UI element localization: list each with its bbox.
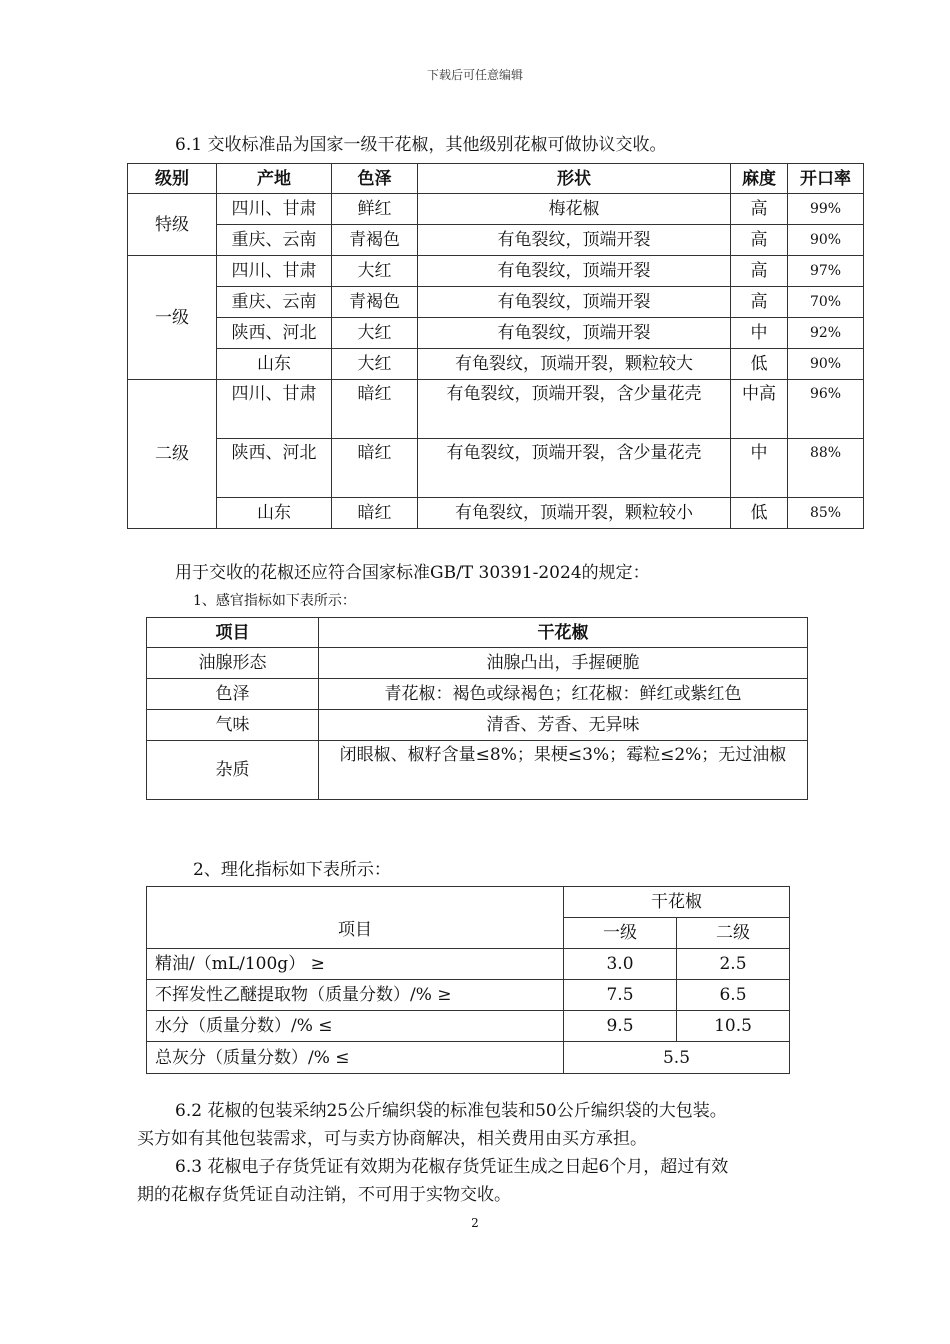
subheader-cell: 二级 [677,918,790,949]
numbness-cell: 低 [731,498,788,529]
color-cell: 大红 [332,349,418,380]
item-cell: 色泽 [147,679,319,710]
item-cell: 精油/（mL/100g） ≥ [147,949,564,980]
group-header: 干花椒 [564,887,790,918]
table-row [128,380,864,439]
section-6-2-line1: 6.2 花椒的包装采纳25公斤编织袋的标准包装和50公斤编织袋的大包装。 [175,1101,727,1121]
table-row [128,225,864,256]
subheader-cell: 一级 [564,918,677,949]
origin-cell: 重庆、云南 [217,225,332,256]
section-6-2-line2: 买方如有其他包装需求，可与卖方协商解决，相关费用由买方承担。 [137,1129,647,1149]
numbness-cell: 低 [731,349,788,380]
header-cell: 色泽 [332,164,418,194]
color-cell: 暗红 [332,498,418,529]
value-cell: 青花椒：褐色或绿褐色；红花椒：鲜红或紫红色 [319,679,808,710]
numbness-cell: 高 [731,287,788,318]
item-cell: 气味 [147,710,319,741]
header-cell: 产地 [217,164,332,194]
open-rate-cell: 99% [788,194,864,225]
color-cell: 暗红 [332,380,418,439]
value-cell: 9.5 [564,1011,677,1042]
color-cell: 大红 [332,318,418,349]
shape-cell: 有龟裂纹，顶端开裂，颗粒较小 [418,498,731,529]
header-cell: 级别 [128,164,217,194]
value-cell: 7.5 [564,980,677,1011]
shape-cell: 有龟裂纹，顶端开裂 [418,256,731,287]
table-row [128,498,864,529]
open-rate-cell: 90% [788,225,864,256]
section-6-1-text: 6.1 交收标准品为国家一级干花椒，其他级别花椒可做协议交收。 [175,135,667,155]
table-row [128,439,864,498]
value-cell: 油腺凸出，手握硬脆 [319,648,808,679]
color-cell: 暗红 [332,439,418,498]
table-row [128,318,864,349]
table-row [147,648,808,679]
color-cell: 青褐色 [332,287,418,318]
item-cell: 总灰分（质量分数）/% ≤ [147,1042,564,1074]
value-cell: 清香、芳香、无异味 [319,710,808,741]
sensory-header [147,618,808,648]
page-number: 2 [471,1216,479,1230]
origin-cell: 四川、甘肃 [217,256,332,287]
section-6-3-line2: 期的花椒存货凭证自动注销，不可用于实物交收。 [137,1185,511,1205]
item-header: 项目 [147,887,564,949]
grade-table [127,163,864,529]
grade-cell: 一级 [128,256,217,380]
table-row [128,287,864,318]
numbness-cell: 高 [731,225,788,256]
shape-cell: 有龟裂纹，顶端开裂 [418,225,731,256]
header-cell: 干花椒 [319,618,808,648]
color-cell: 鲜红 [332,194,418,225]
header-cell: 麻度 [731,164,788,194]
physchem-title: 2、理化指标如下表所示： [193,860,391,880]
open-rate-cell: 85% [788,498,864,529]
grade-table-header [128,164,864,194]
value-cell: 6.5 [677,980,790,1011]
item-cell: 不挥发性乙醚提取物（质量分数）/% ≥ [147,980,564,1011]
value-cell: 闭眼椒、椒籽含量≤8%；果梗≤3%；霉粒≤2%；无过油椒 [319,741,808,800]
header-cell: 形状 [418,164,731,194]
header-cell: 项目 [147,618,319,648]
section-6-3-line1: 6.3 花椒电子存货凭证有效期为花椒存货凭证生成之日起6个月，超过有效 [175,1157,729,1177]
sensory-table [146,617,808,800]
origin-cell: 陕西、河北 [217,318,332,349]
table-row [147,741,808,800]
value-cell: 10.5 [677,1011,790,1042]
physchem-table [146,886,790,1074]
shape-cell: 有龟裂纹，顶端开裂，含少量花壳 [418,380,731,439]
numbness-cell: 中高 [731,380,788,439]
origin-cell: 山东 [217,498,332,529]
item-cell: 油腺形态 [147,648,319,679]
standard-reference-text: 用于交收的花椒还应符合国家标准GB/T 30391-2024的规定： [175,563,650,583]
open-rate-cell: 70% [788,287,864,318]
origin-cell: 四川、甘肃 [217,380,332,439]
open-rate-cell: 90% [788,349,864,380]
table-row [128,256,864,287]
page-header: 下载后可任意编辑 [426,68,523,82]
open-rate-cell: 96% [788,380,864,439]
shape-cell: 梅花椒 [418,194,731,225]
numbness-cell: 高 [731,256,788,287]
shape-cell: 有龟裂纹，顶端开裂，颗粒较大 [418,349,731,380]
shape-cell: 有龟裂纹，顶端开裂 [418,318,731,349]
table-row [128,194,864,225]
origin-cell: 重庆、云南 [217,287,332,318]
value-cell: 5.5 [564,1042,790,1074]
table-row [128,349,864,380]
grade-cell: 特级 [128,194,217,256]
shape-cell: 有龟裂纹，顶端开裂，含少量花壳 [418,439,731,498]
table-row [147,1042,790,1074]
numbness-cell: 中 [731,439,788,498]
color-cell: 大红 [332,256,418,287]
table-row [147,980,790,1011]
numbness-cell: 中 [731,318,788,349]
origin-cell: 陕西、河北 [217,439,332,498]
table-row [147,679,808,710]
origin-cell: 山东 [217,349,332,380]
shape-cell: 有龟裂纹，顶端开裂 [418,287,731,318]
color-cell: 青褐色 [332,225,418,256]
numbness-cell: 高 [731,194,788,225]
header-cell: 开口率 [788,164,864,194]
table-row [147,949,790,980]
open-rate-cell: 97% [788,256,864,287]
open-rate-cell: 88% [788,439,864,498]
table-row [147,710,808,741]
table-row [147,1011,790,1042]
open-rate-cell: 92% [788,318,864,349]
value-cell: 3.0 [564,949,677,980]
sensory-title: 1、感官指标如下表所示： [193,593,356,609]
origin-cell: 四川、甘肃 [217,194,332,225]
grade-cell: 二级 [128,380,217,529]
item-cell: 水分（质量分数）/% ≤ [147,1011,564,1042]
value-cell: 2.5 [677,949,790,980]
item-cell: 杂质 [147,741,319,800]
physchem-header [147,887,790,918]
